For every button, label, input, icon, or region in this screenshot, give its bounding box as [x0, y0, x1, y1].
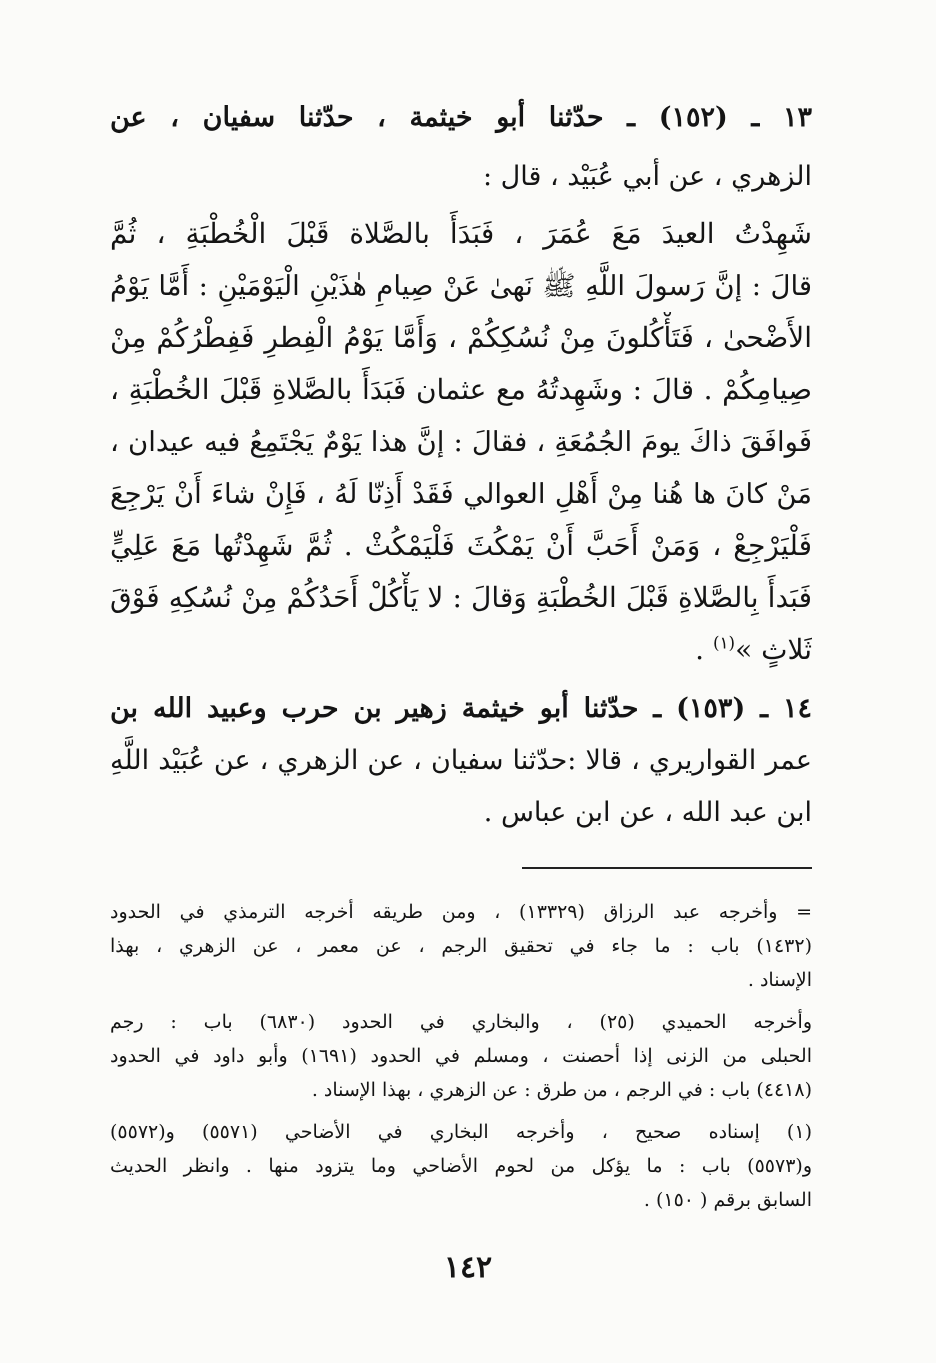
footnote-line: (١٤٣٢) باب : ما جاء في تحقيق الرجم ، عن معمر ، عن الزهري ، بهذا: [110, 935, 812, 957]
footnote-line: = وأخرجه عبد الرزاق (١٣٣٢٩) ، ومن طريقه أخرجه الترمذي في الحدود: [110, 901, 812, 923]
isnad-line: ابن عبد الله ، عن ابن عباس .: [483, 797, 812, 828]
matn-final-text: ثَلاثٍ »: [735, 633, 812, 666]
matn-line-final: [110, 624, 812, 676]
isnad-line: ١٣ ـ (١٥٢) ـ حدّثنا أبو خيثمة ، حدّثنا سفيان ، عن: [110, 102, 812, 133]
isnad-line: عمر القواريري ، قالا :حدّثنا سفيان ، عن الزهري ، عن عُبَيْد اللَّهِ: [110, 745, 812, 776]
matn-line: صِيامِكُمْ . قالَ : وشَهِدتُهُ مع عثمان فَبَدَأَ بالصَّلاةِ قَبْلَ الخُطْبَةِ ،: [110, 373, 812, 406]
matn-line: مَنْ كانَ ها هُنا مِنْ أَهْلِ العوالي فَقَدْ أَذِنّا لَهُ ، فَإِنْ شاءَ أَنْ يَرْجِعَ: [110, 478, 812, 510]
hadith-13-isnad: [110, 88, 812, 206]
footnote-line: السابق برقم ( ١٥٠) .: [643, 1189, 812, 1211]
footnote-line: و(٥٥٧٣) باب : ما يؤكل من لحوم الأضاحي وما يتزود منها . وانظر الحديث: [110, 1155, 812, 1177]
isnad-line: الزهري ، عن أبي عُبَيْد ، قال :: [482, 161, 812, 192]
matn-line: فَبَدأَ بِالصَّلاةِ قَبْلَ الخُطْبَةِ وَقالَ : لا يَأْكُلْ أَحَدُكُمْ مِنْ نُسُكِهِ فَوْقَ: [110, 581, 812, 614]
isnad-line: ١٤ ـ (١٥٣) ـ حدّثنا أبو خيثمة زهير بن حرب وعبيد الله بن: [110, 693, 812, 724]
matn-line: الأَضْحىٰ ، فَتَأْكُلونَ مِنْ نُسُكِكُمْ ، وَأَمَّا يَوْمُ الْفِطرِ فَفِطْرُكُمْ مِنْ: [110, 321, 812, 354]
footnotes: [110, 895, 812, 1217]
footnote-separator: [522, 867, 812, 869]
matn-line: فَلْيَرْجِعْ ، وَمَنْ أَحَبَّ أَنْ يَمْكُثَ فَلْيَمْكُثْ . ثُمَّ شَهِدْتُها مَعَ عَلِيٍّ: [110, 529, 812, 562]
footnote-ref: (١): [712, 632, 736, 653]
footnote-gap: [110, 997, 812, 1005]
page-number: ١٤٢: [443, 1250, 493, 1285]
footnote-line: الحبلى من الزنى إذا أحصنت ، ومسلم في الحدود (١٦٩١) وأبو داود في الحدود: [110, 1045, 812, 1067]
footnote-line: (١) إسناده صحيح ، وأخرجه البخاري في الأضاحي (٥٥٧١) و(٥٥٧٢): [110, 1121, 812, 1143]
footnote-line: الإسناد .: [747, 969, 812, 991]
matn-line: قالَ : إنَّ رَسولَ اللَّهِ ﷺ نَهىٰ عَنْ صِيامِ هٰذَيْنِ الْيَوْمَيْنِ : أَمَّا يَوْمُ: [110, 270, 812, 302]
matn-line: شَهِدْتُ العيدَ مَعَ عُمَرَ ، فَبَدَأَ بالصَّلاة قَبْلَ الْخُطْبَةِ ، ثُمَّ: [110, 217, 812, 250]
footnote-gap: [110, 1107, 812, 1115]
matn-line: فَوافَقَ ذاكَ يومَ الجُمُعَةِ ، فقالَ : إنَّ هذا يَوْمٌ يَجْتَمِعُ فيه عيدان ،: [110, 426, 812, 458]
matn-final-stop: .: [695, 633, 713, 666]
footnote-line: وأخرجه الحميدي (٢٥) ، والبخاري في الحدود (٦٨٣٠) باب : رجم: [110, 1011, 812, 1033]
footnote-line: (٤٤١٨) باب : في الرجم ، من طرق : عن الزهري ، بهذا الإسناد .: [311, 1079, 812, 1101]
hadith-13-matn: [110, 208, 812, 676]
hadith-14-isnad: [110, 683, 812, 839]
